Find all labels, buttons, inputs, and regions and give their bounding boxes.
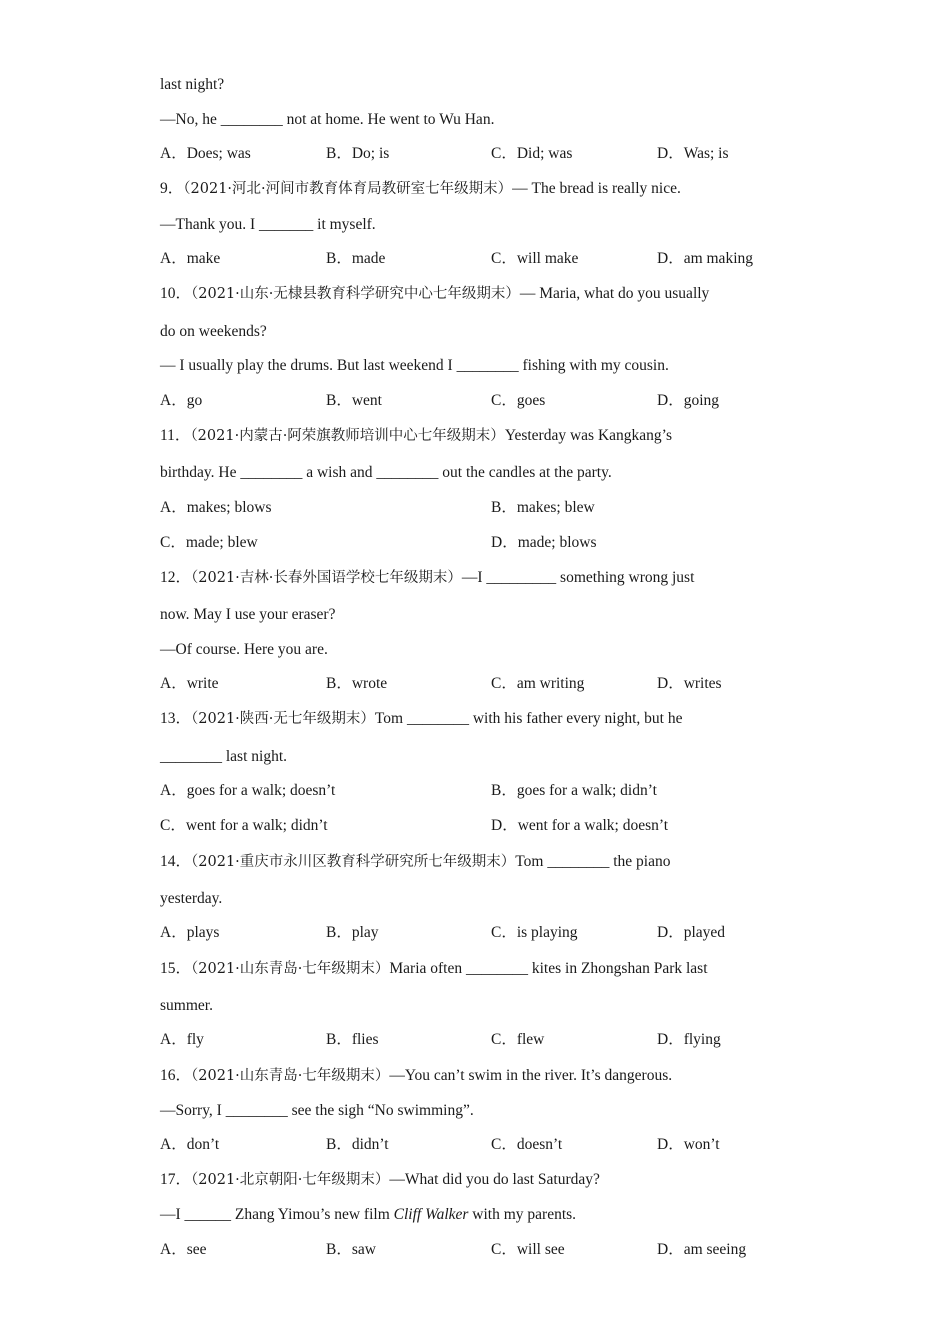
q17-stem-line	[160, 1170, 600, 1190]
q9-stem-line	[160, 179, 681, 199]
q14-option-b: B．play	[326, 924, 379, 941]
q12-option-c: C．am writing	[491, 675, 585, 692]
q11-stem-line	[160, 426, 672, 446]
q12-option-d: D．writes	[657, 675, 722, 692]
q16-number: 16．	[160, 1067, 192, 1084]
q16-option-b: B．didn’t	[326, 1136, 389, 1153]
q9-option-b: B．made	[326, 250, 386, 267]
q12-option-b: B．wrote	[326, 675, 388, 692]
q17-option-d: D．am seeing	[657, 1241, 747, 1258]
q16-stem: —You can’t swim in the river. It’s dangerous.	[389, 1067, 673, 1084]
q15-option-b: B．flies	[326, 1031, 379, 1048]
q12-stem: —I _________ something wrong just	[461, 569, 695, 586]
q9-stem: — The bread is really nice.	[512, 180, 681, 197]
q11-option-c: C．made; blew	[160, 534, 258, 551]
q14-number: 14．	[160, 853, 192, 870]
q16-option-d: D．won’t	[657, 1136, 720, 1153]
q11-option-a: A．makes; blows	[160, 499, 272, 516]
q14-stem: Tom ________ the piano	[515, 853, 671, 870]
q12-source: （2021·吉林·长春外国语学校七年级期末）	[191, 570, 462, 586]
q14-stem-line	[160, 852, 670, 872]
q16-line-2: —Sorry, I ________ see the sigh “No swimming”.	[160, 1102, 474, 1119]
q10-stem: — Maria, what do you usually	[519, 285, 710, 302]
q10-option-a: A．go	[160, 392, 203, 409]
q13-option-a: A．goes for a walk; doesn’t	[160, 782, 336, 799]
q15-stem: Maria often ________ kites in Zhongshan Park last	[389, 960, 708, 977]
q16-source: （2021·山东青岛·七年级期末）	[191, 1068, 390, 1084]
q12-line-3: —Of course. Here you are.	[160, 641, 328, 658]
q13-line-2: ________ last night.	[160, 748, 288, 765]
q17-stem: —What did you do last Saturday?	[389, 1171, 600, 1188]
q10-option-b: B．went	[326, 392, 382, 409]
q8-option-b: B．Do; is	[326, 145, 390, 162]
q17-line-2-pre: —I ______ Zhang Yimou’s new film	[160, 1206, 394, 1223]
q15-option-a: A．fly	[160, 1031, 204, 1048]
q16-stem-line	[160, 1066, 672, 1086]
q9-option-c: C．will make	[491, 250, 579, 267]
q13-stem: Tom ________ with his father every night, but he	[374, 710, 683, 727]
q14-option-a: A．plays	[160, 924, 220, 941]
q10-source: （2021·山东·无棣县教育科学研究中心七年级期末）	[191, 286, 520, 302]
q8-option-c: C．Did; was	[491, 145, 573, 162]
q17-line-2	[160, 1205, 576, 1225]
q8-line-2: —No, he ________ not at home. He went to Wu Han.	[160, 111, 495, 128]
q14-option-c: C．is playing	[491, 924, 578, 941]
q17-option-b: B．saw	[326, 1241, 376, 1258]
q15-stem-line	[160, 959, 708, 979]
q12-stem-line	[160, 568, 694, 588]
q9-option-a: A．make	[160, 250, 221, 267]
q17-option-a: A．see	[160, 1241, 207, 1258]
q17-option-c: C．will see	[491, 1241, 565, 1258]
q13-option-b: B．goes for a walk; didn’t	[491, 782, 657, 799]
q13-option-c: C．went for a walk; didn’t	[160, 817, 328, 834]
q15-option-c: C．flew	[491, 1031, 545, 1048]
q9-source: （2021·河北·河间市教育体育局教研室七年级期末）	[183, 181, 513, 197]
q10-line-2: do on weekends?	[160, 323, 267, 340]
q11-option-b: B．makes; blew	[491, 499, 595, 516]
q16-option-c: C．doesn’t	[491, 1136, 563, 1153]
q12-number: 12．	[160, 569, 192, 586]
q15-source: （2021·山东青岛·七年级期末）	[191, 961, 390, 977]
q10-number: 10．	[160, 285, 192, 302]
q9-number: 9．	[160, 180, 184, 197]
q16-option-a: A．don’t	[160, 1136, 220, 1153]
q9-line-2: —Thank you. I _______ it myself.	[160, 216, 376, 233]
q13-stem-line	[160, 709, 682, 729]
q17-number: 17．	[160, 1171, 192, 1188]
q10-option-c: C．goes	[491, 392, 546, 409]
q10-stem-line	[160, 284, 709, 304]
q15-option-d: D．flying	[657, 1031, 721, 1048]
film-title: Cliff Walker	[393, 1206, 469, 1223]
q13-number: 13．	[160, 710, 192, 727]
q13-option-d: D．went for a walk; doesn’t	[491, 817, 669, 834]
q11-line-2: birthday. He ________ a wish and ________ out the candles at the party.	[160, 464, 612, 481]
q12-option-a: A．write	[160, 675, 219, 692]
q10-option-d: D．going	[657, 392, 720, 409]
q15-number: 15．	[160, 960, 192, 977]
q11-number: 11．	[160, 427, 191, 444]
q12-line-2: now. May I use your eraser?	[160, 606, 336, 623]
q11-stem: Yesterday was Kangkang’s	[504, 427, 672, 444]
q14-source: （2021·重庆市永川区教育科学研究所七年级期末）	[191, 854, 516, 870]
q8-option-a: A．Does; was	[160, 145, 251, 162]
q14-line-2: yesterday.	[160, 890, 223, 907]
q13-source: （2021·陕西·无七年级期末）	[191, 711, 375, 727]
q8-option-d: D．Was; is	[657, 145, 729, 162]
q10-line-3: — I usually play the drums. But last weekend I ________ fishing with my cousin.	[160, 357, 669, 374]
q17-line-2-post: with my parents.	[468, 1206, 577, 1223]
q11-option-d: D．made; blows	[491, 534, 597, 551]
q17-source: （2021·北京朝阳·七年级期末）	[191, 1172, 390, 1188]
q14-option-d: D．played	[657, 924, 726, 941]
q8-line-1: last night?	[160, 76, 225, 93]
q15-line-2: summer.	[160, 997, 213, 1014]
q11-source: （2021·内蒙古·阿荣旗教师培训中心七年级期末）	[190, 428, 505, 444]
q9-option-d: D．am making	[657, 250, 753, 267]
